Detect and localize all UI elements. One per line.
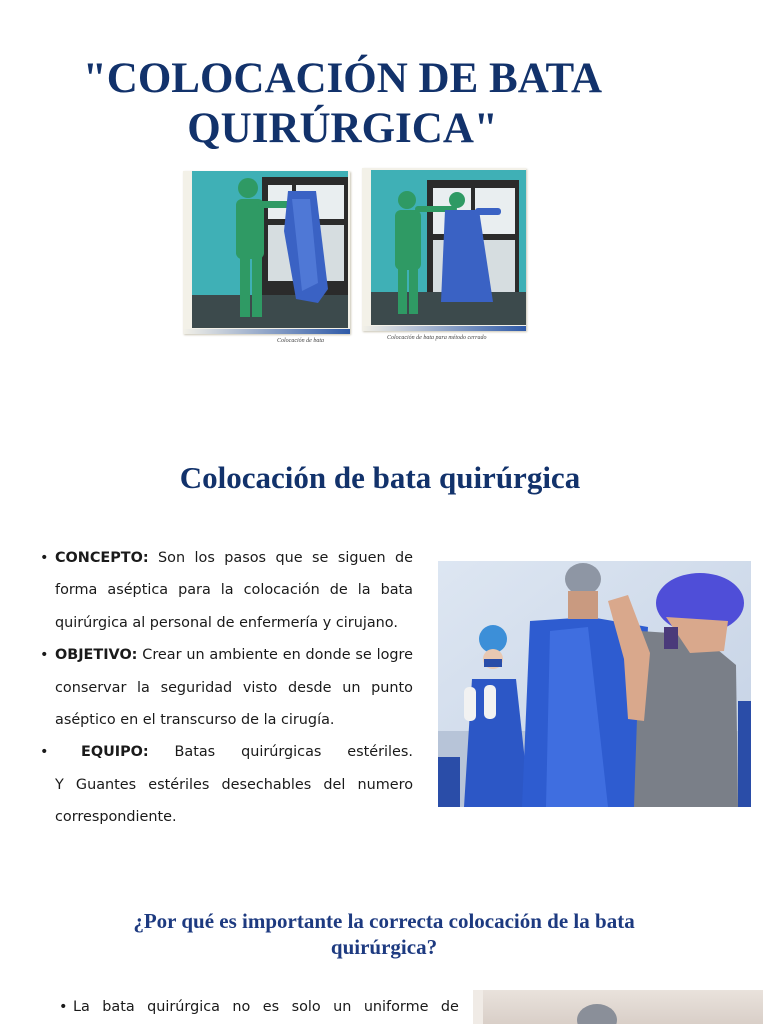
word: no (232, 999, 251, 1015)
word: un (333, 999, 352, 1015)
photo-accent-bar (362, 326, 526, 331)
definition-list (40, 542, 413, 834)
equipo-word: Batas (174, 744, 216, 761)
list-item (40, 542, 413, 639)
list-item (40, 736, 413, 833)
photo-caption: Colocación de bata para método cerrado (387, 335, 487, 341)
concepto-text: Son los pasos que se siguen de forma aséptica para la colocación de la bata quirúrgica al personal de enfermería y cirujano. (55, 550, 414, 631)
nurse-partial-illustration (473, 990, 763, 1024)
word: quirúrgica (147, 999, 220, 1015)
question-heading: ¿Por qué es importante la correcta colocación de la bata quirúrgica? (133, 909, 635, 959)
photo-gown-placement (183, 171, 350, 334)
concepto-label: CONCEPTO: (55, 550, 149, 566)
objetivo-label: OBJETIVO: (55, 647, 138, 664)
photo-closed-method (362, 168, 526, 331)
equipo-word: estériles. (347, 744, 413, 761)
bottom-bullet (59, 994, 459, 1020)
photo-image (371, 170, 526, 325)
bottom-bullet-line (59, 994, 459, 1020)
equipo-first-line (55, 736, 413, 768)
word: • La (73, 999, 90, 1015)
list-item (40, 639, 413, 736)
word: es (262, 999, 280, 1015)
word: bata (102, 999, 135, 1015)
section-heading: Colocación de bata quirúrgica (179, 460, 581, 495)
photo-caption: Colocación de bata (277, 338, 324, 344)
equipo-text: Y Guantes estériles desechables del numero correspondiente. (55, 776, 413, 826)
photo-image (192, 171, 348, 328)
equipo-label: • EQUIPO: (81, 744, 149, 761)
word: solo (291, 999, 321, 1015)
bottom-photo-partial (473, 990, 763, 1024)
word: de (440, 999, 459, 1015)
photo-accent-bar (183, 329, 350, 334)
surgeon-gowning-illustration (438, 561, 751, 807)
page-title: "COLOCACIÓN DE BATA QUIRÚRGICA" (82, 55, 603, 152)
closed-method-illustration (371, 170, 526, 325)
word: uniforme (363, 999, 429, 1015)
nurse-gown-illustration (192, 171, 348, 328)
surgical-team-photo (438, 561, 751, 807)
equipo-word: quirúrgicas (241, 744, 322, 761)
objetivo-text: Crear un ambiente en donde se logre conservar la seguridad visto desde un punto aséptico en el transcurso de la cirugía. (55, 647, 413, 729)
